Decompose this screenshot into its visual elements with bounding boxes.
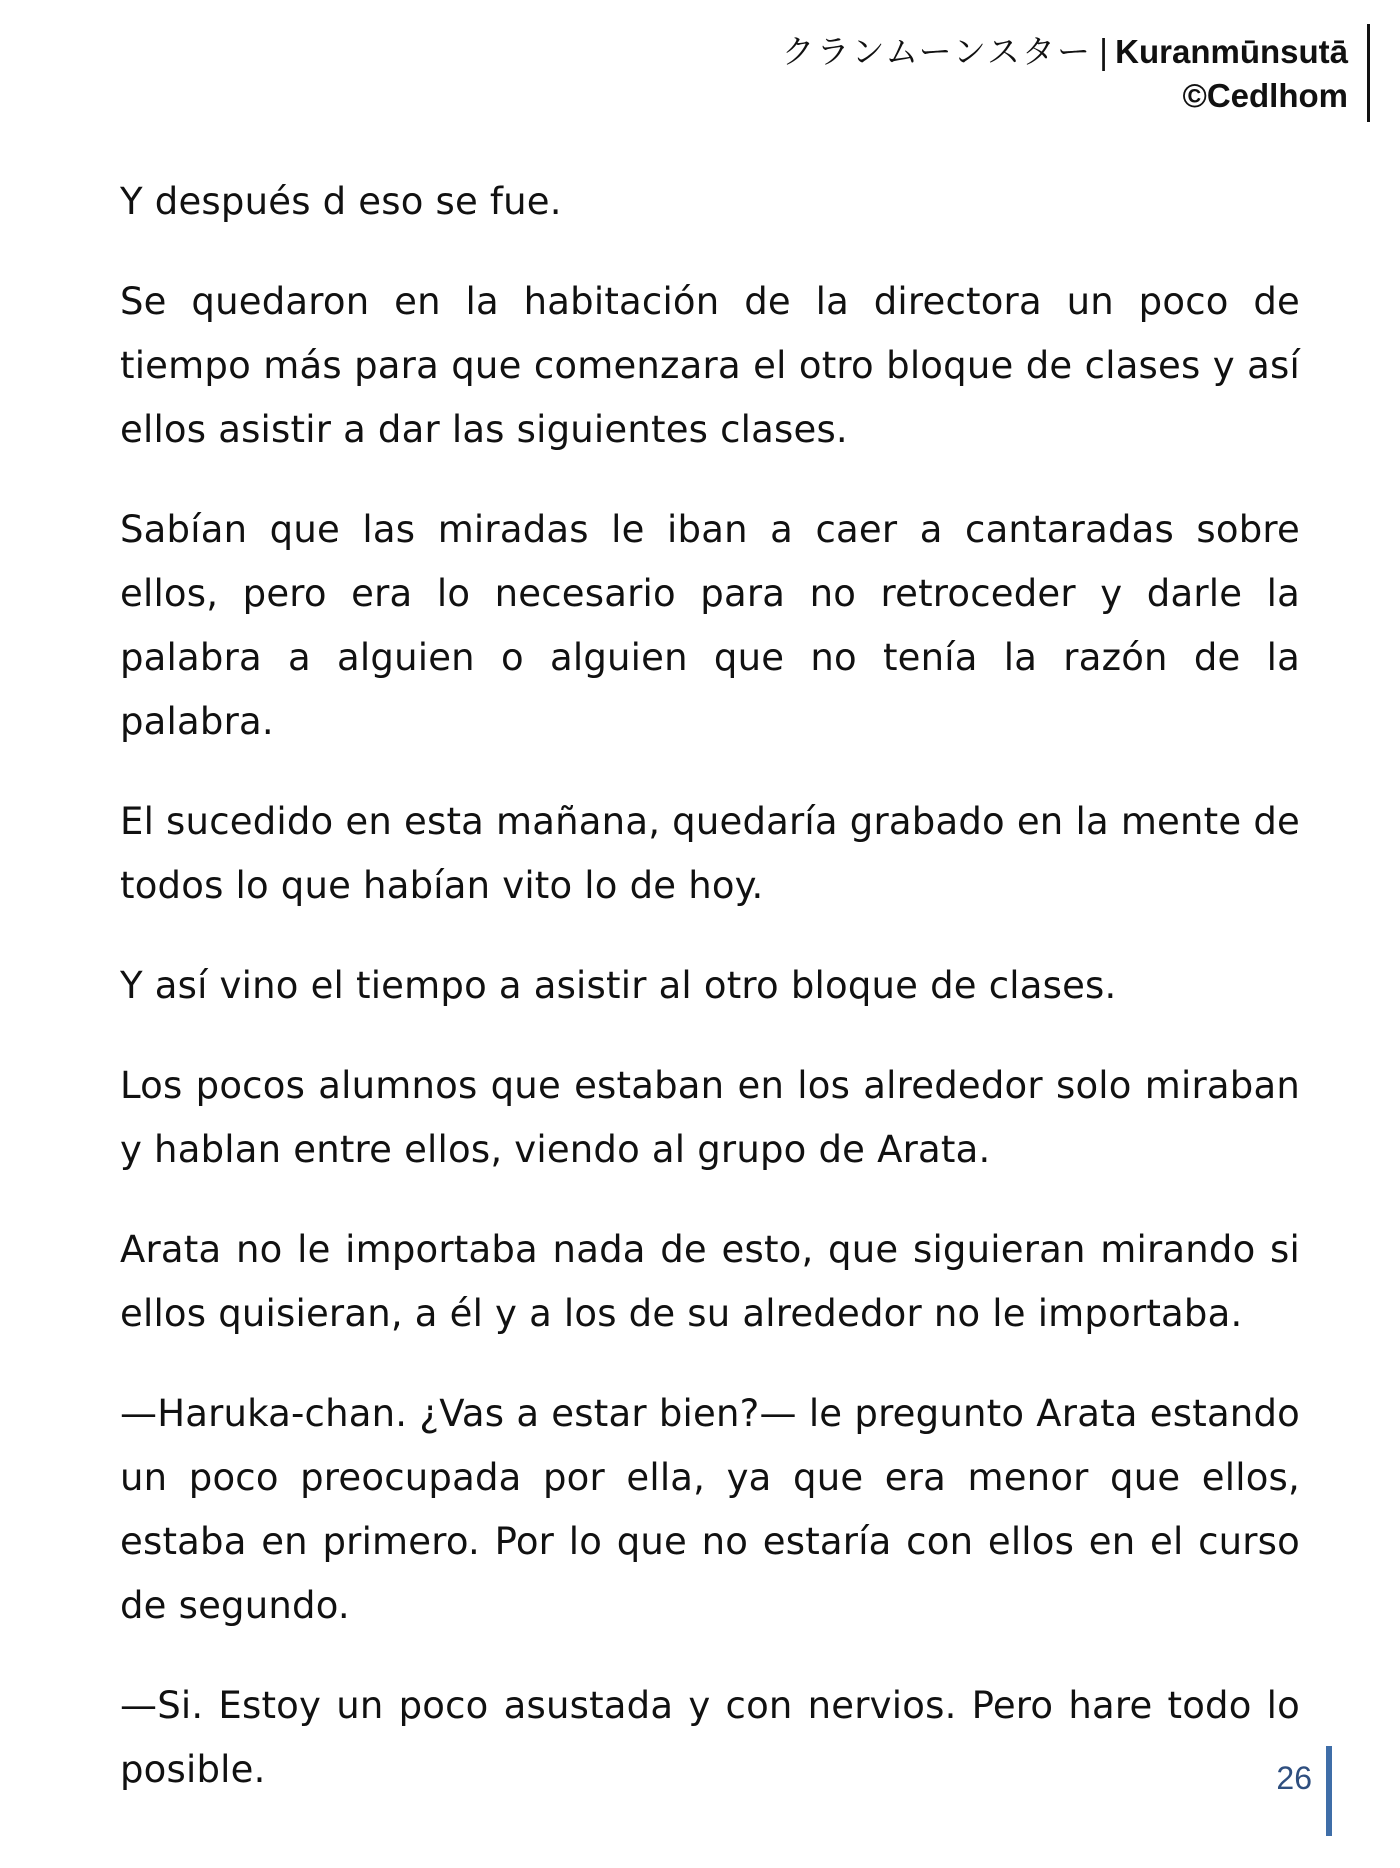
paragraph: Se quedaron en la habitación de la directora un poco de tiempo más para que comenzara el otro bloque de clases y así ellos asistir a dar las siguientes clases. bbox=[120, 280, 1300, 451]
page-body bbox=[120, 170, 1300, 1838]
paragraph: —Haruka-chan. ¿Vas a estar bien?— le pregunto Arata estando un poco preocupada por ella, ya que era menor que ellos, estaba en primero. Por lo que no estaría con ellos en el curso de segundo. bbox=[120, 1392, 1300, 1627]
header-romanized-title: Kuranmūnsutā bbox=[1115, 33, 1348, 70]
header-text bbox=[782, 30, 1348, 118]
header-separator: | bbox=[1098, 32, 1110, 71]
paragraph: Arata no le importaba nada de esto, que siguieran mirando si ellos quisieran, a él y a los de su alrededor no le importaba. bbox=[120, 1228, 1300, 1335]
paragraph: Sabían que las miradas le iban a caer a cantaradas sobre ellos, pero era lo necesario para no retroceder y darle la palabra a alguien o alguien que no tenía la razón de la palabra. bbox=[120, 508, 1300, 743]
paragraph: Y así vino el tiempo a asistir al otro bloque de clases. bbox=[120, 964, 1117, 1007]
paragraph: Y después d eso se fue. bbox=[120, 180, 562, 223]
header-title-line bbox=[782, 30, 1348, 74]
header-copyright: ©Cedlhom bbox=[1182, 77, 1348, 114]
header-vertical-rule bbox=[1367, 24, 1370, 122]
page-number: 26 bbox=[1276, 1760, 1312, 1796]
paragraph: Los pocos alumnos que estaban en los alrededor solo miraban y hablan entre ellos, viendo al grupo de Arata. bbox=[120, 1064, 1300, 1171]
header-japanese-title: クランムーンスター bbox=[781, 32, 1093, 71]
page-number-accent-bar bbox=[1326, 1746, 1332, 1836]
page-header bbox=[670, 24, 1370, 124]
paragraph: —Si. Estoy un poco asustada y con nervios. Pero hare todo lo posible. bbox=[120, 1684, 1300, 1791]
paragraph: El sucedido en esta mañana, quedaría grabado en la mente de todos lo que habían vito lo de hoy. bbox=[120, 800, 1300, 907]
